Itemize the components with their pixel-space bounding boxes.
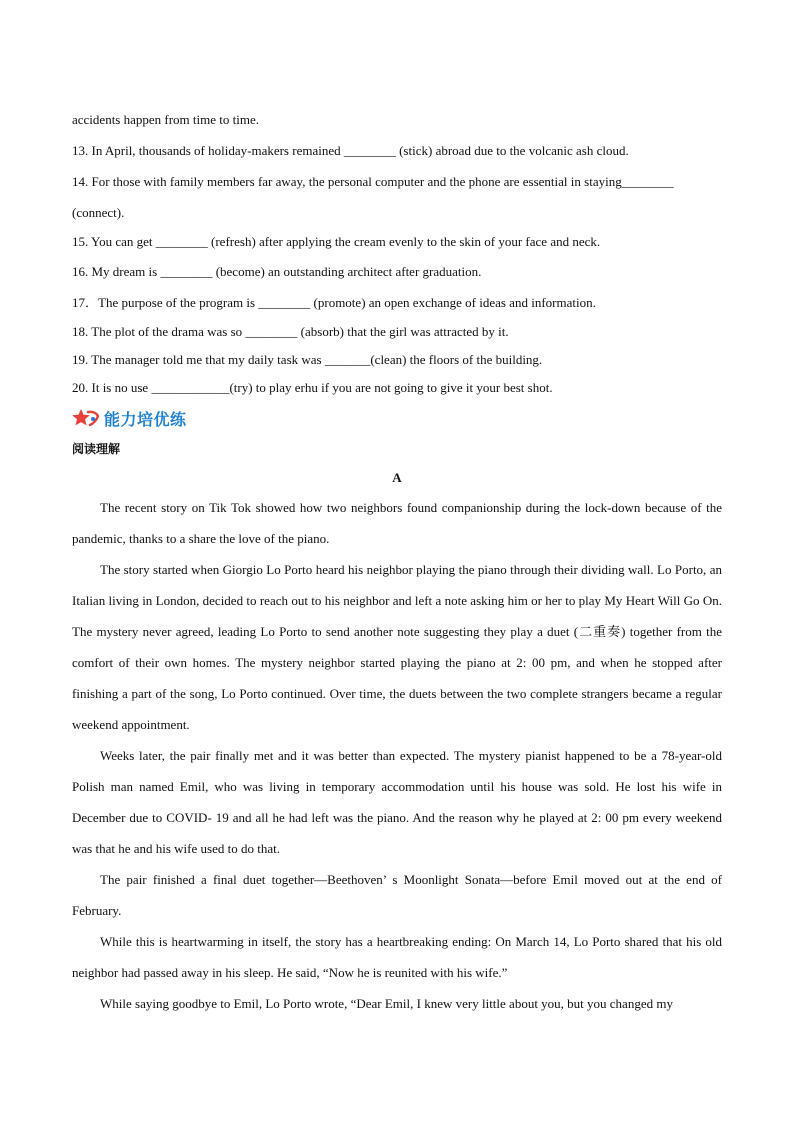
section-title: 能力培优练 <box>104 409 187 429</box>
exercise-19: 19. The manager told me that my daily task was _______(clean) the floors of the building. <box>72 352 543 367</box>
exercise-15: 15. You can get ________ (refresh) after applying the cream evenly to the skin of your face and neck. <box>72 234 601 249</box>
star-badge-icon <box>72 408 100 430</box>
section-subtitle: 阅读理解 <box>72 442 121 456</box>
passage-paragraph-2: The story started when Giorgio Lo Porto heard his neighbor playing the piano through their dividing wall. Lo Porto, an Italian living in London, decided to reach out to his neighbor and left a note asking him or her to play My Heart Will Go On. The mystery never agreed, leading Lo Porto to send another note suggesting they play a duet (二重奏) together from the comfort of their own homes. The mystery neighbor started playing the piano at 2: 00 pm, and when he stopped after finishing a part of the song, Lo Porto continued. Over time, the duets between the two complete strangers became a regular weekend appointment. <box>72 562 722 732</box>
exercise-17: 17．The purpose of the program is ________ (promote) an open exchange of ideas and information. <box>72 295 596 310</box>
page-content <box>72 104 722 1019</box>
passage-paragraph-3: Weeks later, the pair finally met and it was better than expected. The mystery pianist happened to be a 78-year-old Polish man named Emil, who was living in temporary accommodation until his house was sold. He lost his wife in December due to COVID- 19 and all he had left was the piano. And the reason why he played at 2: 00 pm every weekend was that he and his wife used to do that. <box>72 748 722 856</box>
exercise-20: 20. It is no use ____________(try) to play erhu if you are not going to give it your best shot. <box>72 380 553 395</box>
section-header <box>72 404 722 434</box>
passage-letter: A <box>392 470 402 485</box>
exercise-continuation: accidents happen from time to time. <box>72 112 259 127</box>
passage-paragraph-4: The pair finished a final duet together—Beethoven’ s Moonlight Sonata—before Emil moved out at the end of February. <box>72 872 722 918</box>
exercise-16: 16. My dream is ________ (become) an outstanding architect after graduation. <box>72 264 482 279</box>
exercise-18: 18. The plot of the drama was so ________ (absorb) that the girl was attracted by it. <box>72 324 509 339</box>
exercise-14: 14. For those with family members far away, the personal computer and the phone are essential in staying________ (connect). <box>72 174 674 220</box>
exercise-13: 13. In April, thousands of holiday-makers remained ________ (stick) abroad due to the volcanic ash cloud. <box>72 143 629 158</box>
passage-paragraph-6: While saying goodbye to Emil, Lo Porto wrote, “Dear Emil, I knew very little about you, but you changed my <box>100 996 673 1011</box>
passage-paragraph-5: While this is heartwarming in itself, the story has a heartbreaking ending: On March 14, Lo Porto shared that his old neighbor had passed away in his sleep. He said, “Now he is reunited with his wife.” <box>72 934 722 980</box>
passage-paragraph-1: The recent story on Tik Tok showed how two neighbors found companionship during the lock-down because of the pandemic, thanks to a share the love of the piano. <box>72 500 722 546</box>
